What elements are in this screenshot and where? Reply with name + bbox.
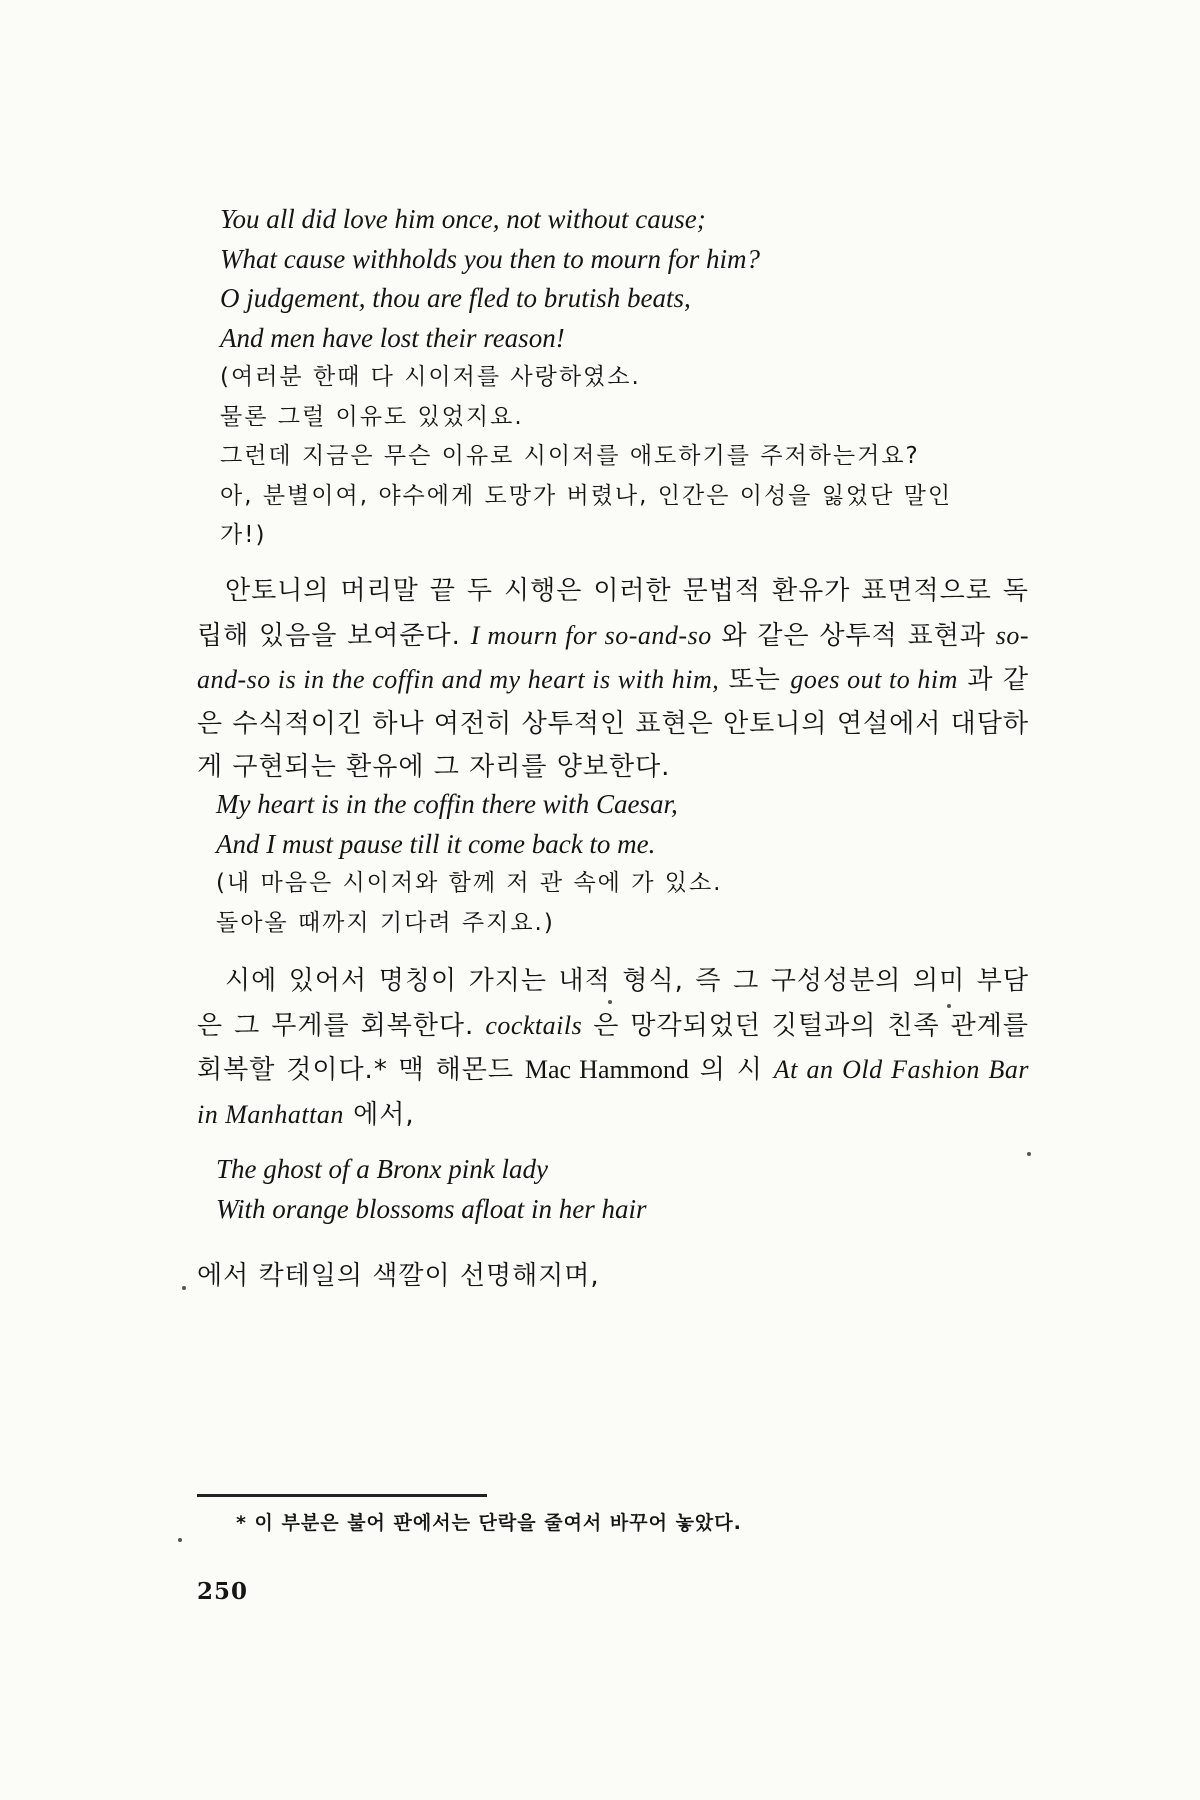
paragraph-italic-text: At an Old Fashion Bar in Manhattan bbox=[197, 1055, 1029, 1129]
paragraph-italic-text: I mourn for so-and-so bbox=[470, 620, 712, 650]
print-speck bbox=[178, 1538, 182, 1542]
body-paragraph-1 bbox=[197, 570, 1029, 790]
print-speck bbox=[1027, 1152, 1031, 1156]
print-speck bbox=[947, 1004, 951, 1008]
footnote: * 이 부분은 불어 판에서는 단락을 줄여서 바꾸어 놓았다. bbox=[236, 1512, 742, 1534]
verse-translation-line: (내 마음은 시이저와 함께 저 관 속에 가 있소. bbox=[216, 870, 723, 896]
verse-line: And men have lost their reason! bbox=[220, 322, 565, 353]
verse-translation-line: (여러분 한때 다 시이저를 사랑하였소. bbox=[220, 364, 641, 390]
paragraph-text: 에서 칵테일의 색깔이 선명해지며, bbox=[197, 1261, 600, 1291]
verse-line: And I must pause till it come back to me. bbox=[216, 828, 656, 859]
verse-line: O judgement, thou are fled to brutish beats, bbox=[220, 283, 691, 313]
paragraph-text: 에서, bbox=[343, 1099, 415, 1130]
paragraph-italic-text: goes out to him bbox=[790, 665, 958, 694]
verse-translation-line: 물론 그럴 이유도 있었지요. bbox=[220, 403, 524, 430]
footnote-rule bbox=[197, 1494, 487, 1497]
paragraph-italic-text: cocktails bbox=[485, 1010, 583, 1040]
paragraph-text: 과 같은 수식적이긴 하나 여전히 상투적인 표현은 안토니의 연설에서 대담하게 구현되는 환유에 그 자리를 양보한다. bbox=[197, 665, 1030, 782]
verse-translation-line: 가!) bbox=[220, 522, 267, 548]
verse-translation-line: 아, 분별이여, 야수에게 도망가 버렸나, 인간은 이성을 잃었단 말인 bbox=[220, 482, 953, 509]
verse-line: The ghost of a Bronx pink lady bbox=[216, 1154, 548, 1184]
body-paragraph-2 bbox=[197, 960, 1029, 1137]
paragraph-text: 은 망각되었던 깃털과의 친족 관계를 회복할 것이다.* 맥 해몬드 bbox=[197, 1010, 1029, 1085]
paragraph-text: 시에 있어서 명칭이 가지는 내적 형식, 즉 그 구성성분의 의미 부담은 그 무게를 회복한다. bbox=[197, 966, 1029, 1041]
body-paragraph-3 bbox=[197, 1255, 1029, 1299]
paragraph-text: 또는 bbox=[719, 665, 791, 695]
verse-translation-line: 돌아올 때까지 기다려 주지요.) bbox=[216, 909, 555, 936]
verse-line: You all did love him once, not without cause; bbox=[220, 204, 706, 234]
paragraph-text: 와 같은 상투적 표현과 bbox=[711, 620, 996, 651]
verse-quote-antony-1 bbox=[220, 200, 952, 556]
verse-translation-line: 그런데 지금은 무슨 이유로 시이저를 애도하기를 주저하는거요? bbox=[220, 443, 920, 469]
print-speck bbox=[182, 1286, 186, 1290]
paragraph-italic-text: so-and-so is in the coffin and my heart is with him, bbox=[197, 620, 1029, 694]
verse-line: What cause withholds you then to mourn for him? bbox=[220, 243, 760, 274]
page-number: 250 bbox=[197, 1578, 249, 1605]
verse-line: With orange blossoms afloat in her hair bbox=[216, 1193, 647, 1224]
paragraph-text: 안토니의 머리말 끝 두 시행은 이러한 문법적 환유가 표면적으로 독립해 있음을 보여준다. bbox=[197, 576, 1029, 651]
print-speck bbox=[608, 1000, 612, 1004]
verse-line: My heart is in the coffin there with Caesar, bbox=[216, 789, 678, 819]
paragraph-roman-text: Mac Hammond bbox=[524, 1055, 689, 1084]
paragraph-text: 의 시 bbox=[688, 1055, 774, 1085]
verse-quote-antony-2 bbox=[216, 785, 722, 943]
verse-quote-hammond bbox=[216, 1150, 647, 1229]
